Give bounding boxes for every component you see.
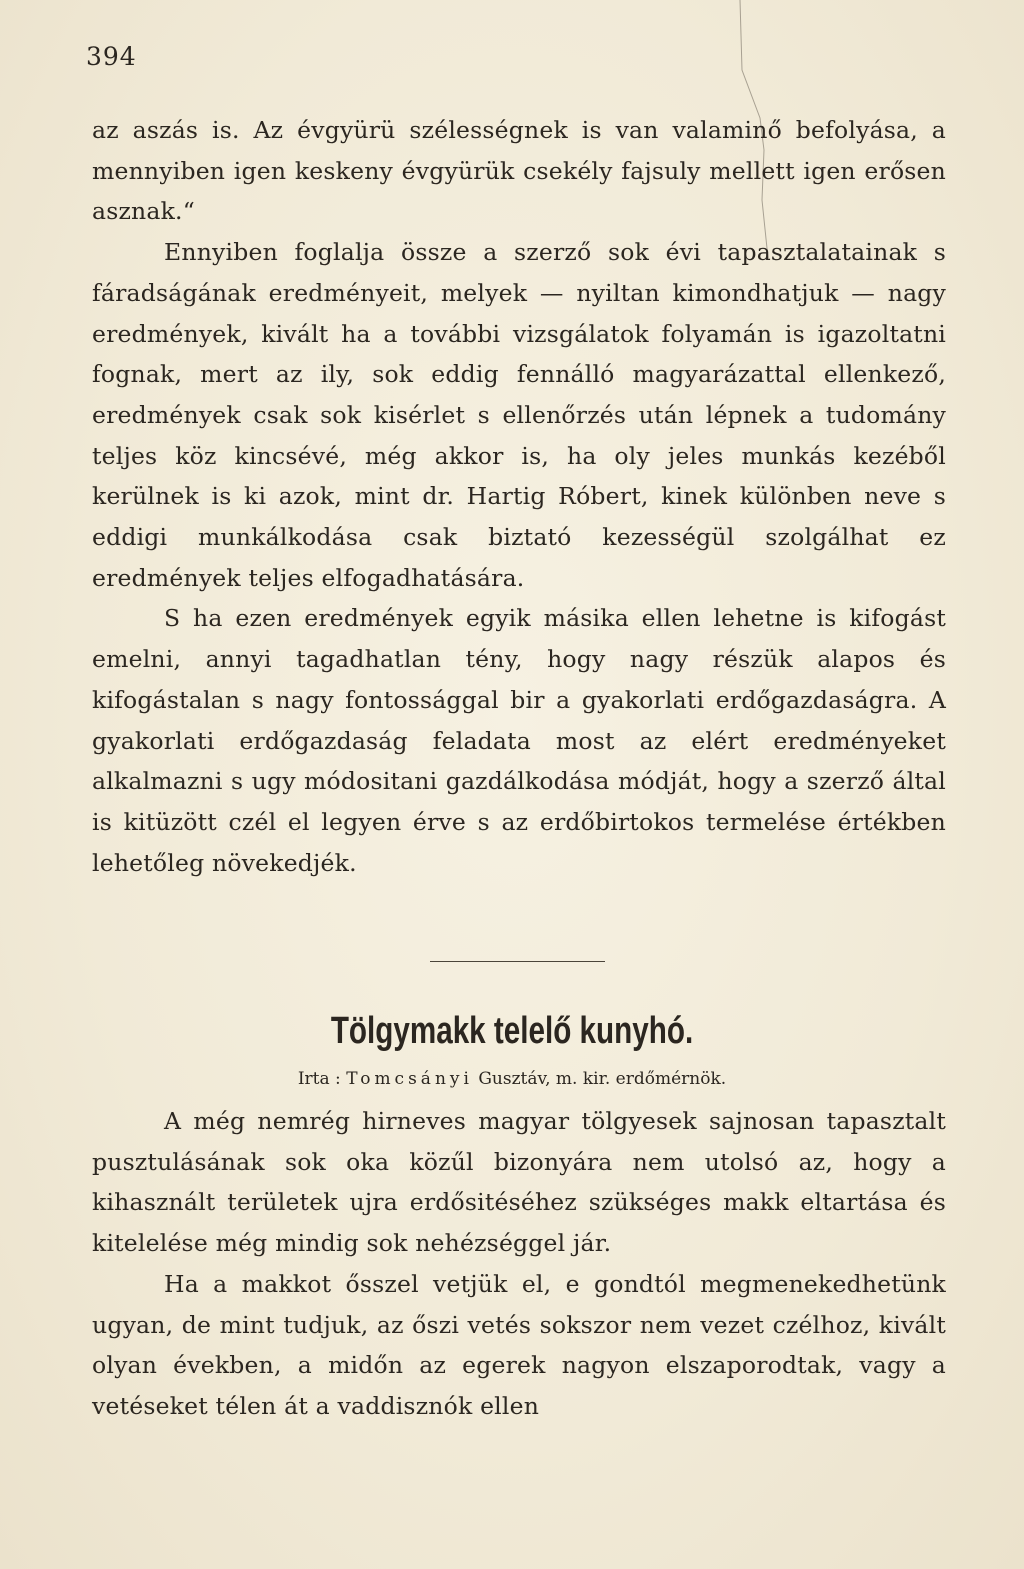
section-continued-text (92, 110, 946, 883)
article-byline (0, 1069, 1024, 1089)
byline-prefix: Irta : (297, 1069, 341, 1089)
article-title: Tölgymakk telelő kunyhó. (330, 1010, 694, 1052)
article-body (92, 1101, 946, 1427)
paragraph: az aszás is. Az évgyürü szélességnek is van valaminő befolyása, a mennyiben igen keskeny évgyürük csekély fajsuly mellett igen erősen asznak.“ (92, 116, 946, 226)
page-number: 394 (86, 42, 137, 71)
paragraph: Ennyiben foglalja össze a szerző sok évi tapasztalatainak s fáradságának eredményeit, melyek — nyiltan kimondhatjuk — nagy eredmények, kivált ha a további vizsgálatok folyamán is igazoltatni fognak, mert az ily, sok eddig fennálló magyarázattal ellenkező, eredmények csak sok kisérlet s ellenőrzés után lépnek a tudomány teljes köz kincsévé, még akkor is, ha oly jeles munkás kezéből kerülnek is ki azok, mint dr. Hartig Róbert, kinek különben neve s eddigi munkálkodása csak biztató kezességül szolgálhat ez eredmények teljes elfogadhatására. (92, 238, 946, 592)
paragraph: A még nemrég hirneves magyar tölgyesek sajnosan tapasztalt pusztulásának sok oka közűl bizonyára nem utolsó az, hogy a kihasznált területek ujra erdősitéséhez szükséges makk eltartása és kitelelése még mindig sok nehézséggel jár. (92, 1107, 946, 1258)
section-divider (430, 961, 605, 962)
byline-rest: Gusztáv, m. kir. erdőmérnök. (478, 1069, 727, 1089)
paragraph: S ha ezen eredmények egyik másika ellen lehetne is kifogást emelni, annyi tagadhatlan tény, hogy nagy részük alapos és kifogástalan s nagy fontossággal bir a gyakorlati erdőgazdaságra. A gyakorlati erdőgazdaság feladata most az elért eredményeket alkalmazni s ugy módositani gazdálkodása módját, hogy a szerző által is kitüzött czél el legyen érve s az erdőbirtokos termelése értékben lehetőleg növekedjék. (92, 604, 946, 877)
paragraph: Ha a makkot ősszel vetjük el, e gondtól megmenekedhetünk ugyan, de mint tudjuk, az őszi vetés sokszor nem vezet czélhoz, kivált olyan években, a midőn az egerek nagyon elszaporodtak, vagy a vetéseket télen át a vaddisznók ellen (92, 1269, 946, 1420)
byline-author: Tomcsányi (346, 1069, 473, 1089)
